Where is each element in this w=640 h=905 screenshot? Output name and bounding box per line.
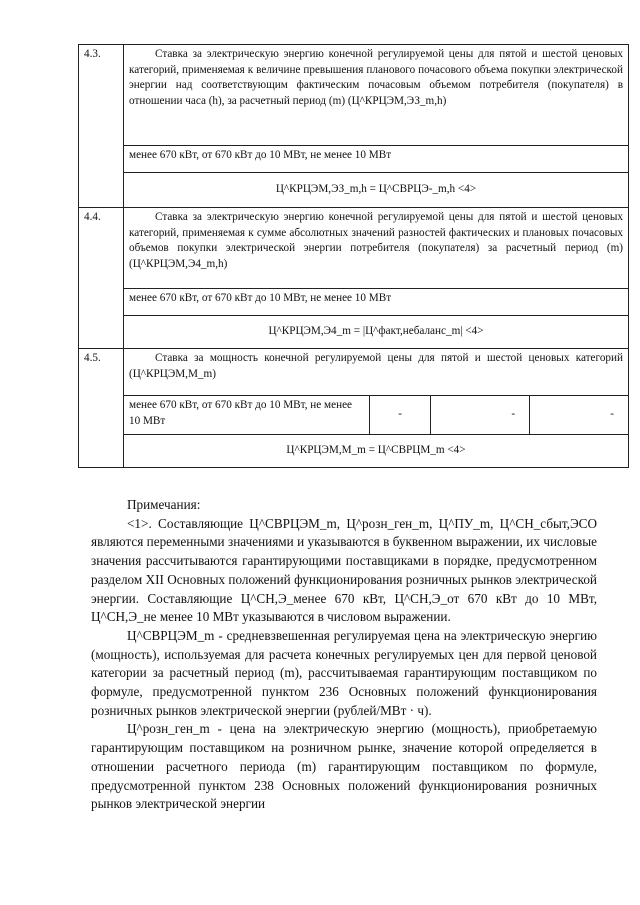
title-symbol: (Ц^КРЦЭМ,ЭЗ_m,h) — [347, 94, 447, 107]
table-row — [79, 289, 629, 316]
consumer-category: менее 670 кВт, от 670 кВт до 10 МВт, не менее 10 МВт — [124, 396, 370, 435]
table-row — [79, 316, 629, 349]
formula: Ц^КРЦЭМ,М_m = Ц^СВРЦМ_m <4> — [124, 435, 629, 468]
consumer-category: менее 670 кВт, от 670 кВт до 10 МВт, не менее 10 МВт — [124, 289, 629, 316]
row-number: 4.5. — [79, 349, 124, 468]
price-table — [78, 44, 629, 468]
table-row — [79, 146, 629, 173]
dash-cell: - — [370, 396, 431, 435]
row-title: Ставка за мощность конечной регулируемой цены для пятой и шестой ценовых категорий (Ц^КРЦЭМ,М_m) — [124, 349, 629, 396]
formula: Ц^КРЦЭМ,ЭЗ_m,h = Ц^СВРЦЭ-_m,h <4> — [124, 173, 629, 208]
note-paragraph: Ц^розн_ген_m - цена на электрическую энергию (мощность), приобретаемую гарантирующим поставщиком на розничном рынке, значение которой определяется в отношении расчетного периода (m) гарантирующим поставщиком по формуле, предусмотренной пунктом 238 Основных положений функционирования розничных рынков электрической энергии — [91, 721, 597, 812]
dash-cell: - — [530, 396, 629, 435]
note-paragraph: Ц^СВРЦЭМ_m - средневзвешенная регулируемая цена на электрическую энергию (мощность), используемая для расчета конечных регулируемых цен для первой ценовой категории за расчетный период (m), рассчитываемая гарантирующим поставщиком по формуле, предусмотренной пунктом 236 Основных положений функционирования розничных рынков электрической энергии (рублей/МВт · ч). — [91, 627, 597, 718]
notes-section — [91, 496, 597, 814]
table-row — [79, 173, 629, 208]
note-paragraph: <1>. Составляющие Ц^СВРЦЭМ_m, Ц^розн_ген_m, Ц^ПУ_m, Ц^СН_сбыт,ЭСО являются переменными значениями и указываются в буквенном выражении, их числовые значения рассчитываются гарантирующими поставщиками в порядке, предусмотренном разделом XII Основных положений функционирования розничных рынков электрической энергии. Составляющие Ц^СН,Э_менее 670 кВт, Ц^СН,Э_от 670 кВт до 10 МВт, Ц^СН,Э_не менее 10 МВт указываются в числовом выражении. — [91, 515, 597, 625]
dash-cell: - — [431, 396, 530, 435]
row-number: 4.4. — [79, 208, 124, 349]
row-title: Ставка за электрическую энергию конечной регулируемой цены для пятой и шестой ценовых категорий, применяемая к величине превышения планового почасового объема покупки электрической энергии над соответствующим фактическим почасовым объемом потребителя (покупателя) в отношении часа (h), за расчетный период (m) (Ц^КРЦЭМ,ЭЗ_m,h) — [124, 45, 629, 146]
title-symbol: (Ц^КРЦЭМ,Э4_m,h) — [129, 257, 228, 270]
title-symbol: (Ц^КРЦЭМ,М_m) — [129, 367, 216, 380]
table-row — [79, 396, 629, 435]
table-row — [79, 208, 629, 289]
row-number: 4.3. — [79, 45, 124, 208]
consumer-category: менее 670 кВт, от 670 кВт до 10 МВт, не менее 10 МВт — [124, 146, 629, 173]
table-row — [79, 435, 629, 468]
row-title: Ставка за электрическую энергию конечной регулируемой цены для пятой и шестой ценовых категорий, применяемая к сумме абсолютных значений разностей фактических и плановых почасовых объемов покупки электрической энергии потребителя (покупателя) за расчетный период (m) (Ц^КРЦЭМ,Э4_m,h) — [124, 208, 629, 289]
table-row — [79, 349, 629, 396]
notes-heading: Примечания: — [127, 497, 201, 512]
table-row — [79, 45, 629, 146]
formula: Ц^КРЦЭМ,Э4_m = |Ц^факт,небаланс_m| <4> — [124, 316, 629, 349]
